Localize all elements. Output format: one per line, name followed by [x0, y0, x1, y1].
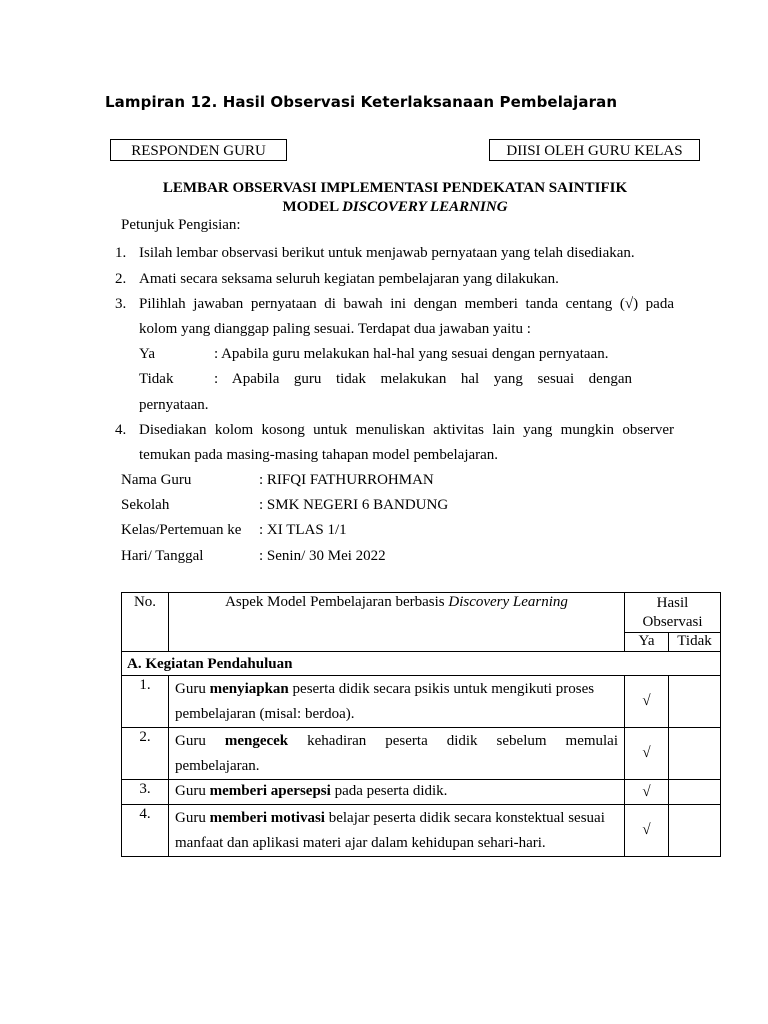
instruction-3-number: 3.	[115, 296, 127, 312]
row-3-pre: Guru	[175, 783, 210, 799]
row-4-bold: memberi motivasi	[209, 810, 325, 826]
row-1-aspect	[169, 676, 625, 728]
teacher-name-label: Nama Guru	[121, 472, 192, 488]
teacher-name-value: : RIFQI FATHURROHMAN	[259, 472, 434, 488]
row-1-tidak-check	[669, 676, 721, 728]
form-title-prefix: MODEL	[282, 199, 343, 215]
instruction-4-line1: Disediakan kolom kosong untuk menuliskan aktivitas lain yang mungkin observer	[139, 422, 674, 438]
row-3-bold: memberi apersepsi	[209, 783, 331, 799]
appendix-heading: Lampiran 12. Hasil Observasi Keterlaksanaan Pembelajaran	[105, 93, 618, 111]
row-3-line1	[175, 781, 618, 801]
row-4-pre: Guru	[175, 810, 210, 826]
col-result-header: Hasil Observasi	[625, 593, 721, 633]
row-3-post: pada peserta didik.	[330, 783, 448, 799]
option-tidak-label: Tidak	[139, 371, 174, 387]
row-4-tidak-check	[669, 805, 721, 857]
row-2-post: kehadiran peserta didik sebelum memulai	[288, 733, 619, 749]
date-label: Hari/ Tanggal	[121, 548, 204, 564]
class-label: Kelas/Pertemuan ke	[121, 522, 242, 538]
col-no-header: No.	[122, 593, 169, 652]
instruction-1-text: Isilah lembar observasi berikut untuk menjawab pernyataan yang telah disediakan.	[139, 245, 635, 261]
observation-table	[121, 592, 721, 857]
table-header-row	[122, 593, 721, 633]
table-row	[122, 805, 721, 857]
instruction-4-number: 4.	[115, 422, 127, 438]
date-value: : Senin/ 30 Mei 2022	[259, 548, 386, 564]
row-1-post: peserta didik secara psikis untuk mengikuti proses	[288, 681, 595, 697]
row-1-line2: pembelajaran (misal: berdoa).	[175, 706, 355, 722]
row-4-ya-check: √	[625, 805, 669, 857]
col-tidak-header: Tidak	[669, 633, 721, 652]
instruction-3-line1: Pilihlah jawaban pernyataan di bawah ini dengan memberi tanda centang (√) pada	[139, 296, 674, 312]
filled-by-box: DIISI OLEH GURU KELAS	[489, 139, 700, 161]
row-1-ya-check: √	[625, 676, 669, 728]
respondent-box: RESPONDEN GURU	[110, 139, 287, 161]
row-4-aspect	[169, 805, 625, 857]
row-1-line1	[175, 677, 618, 702]
instruction-2-number: 2.	[115, 271, 127, 287]
row-1-number: 1.	[122, 676, 169, 728]
row-2-tidak-check	[669, 728, 721, 780]
instruction-2-text: Amati secara seksama seluruh kegiatan pembelajaran yang dilakukan.	[139, 271, 559, 287]
instruction-4-line2: temukan pada masing-masing tahapan model pembelajaran.	[139, 447, 499, 463]
table-row	[122, 728, 721, 780]
col-aspect-prefix: Aspek Model Pembelajaran berbasis	[225, 594, 449, 610]
row-3-ya-check: √	[625, 780, 669, 805]
row-2-line1	[175, 729, 618, 754]
section-a-row	[122, 652, 721, 676]
class-value: : XI TLAS 1/1	[259, 522, 347, 538]
instructions-label: Petunjuk Pengisian:	[121, 217, 241, 233]
row-3-number: 3.	[122, 780, 169, 805]
option-ya-label: Ya	[139, 346, 155, 362]
row-4-post: belajar peserta didik secara konstektual sesuai	[324, 810, 605, 826]
instruction-1-number: 1.	[115, 245, 127, 261]
row-4-number: 4.	[122, 805, 169, 857]
option-tidak-text: : Apabila guru tidak melakukan hal yang sesuai dengan	[214, 371, 632, 387]
school-value: : SMK NEGERI 6 BANDUNG	[259, 497, 449, 513]
row-2-number: 2.	[122, 728, 169, 780]
form-title-italic: DISCOVERY LEARNING	[342, 199, 508, 215]
col-ya-header: Ya	[625, 633, 669, 652]
col-aspect-italic: Discovery Learning	[448, 594, 568, 610]
instruction-3-line2: kolom yang dianggap paling sesuai. Terdapat dua jawaban yaitu :	[139, 321, 531, 337]
table-row	[122, 780, 721, 805]
row-2-bold: mengecek	[224, 733, 289, 749]
row-2-pre: Guru	[175, 733, 225, 749]
form-title-line2	[100, 199, 690, 216]
row-3-aspect	[169, 780, 625, 805]
option-tidak-text-line2: pernyataan.	[139, 397, 209, 413]
col-aspect-header	[169, 593, 625, 652]
form-title-line1: LEMBAR OBSERVASI IMPLEMENTASI PENDEKATAN SAINTIFIK	[162, 180, 628, 196]
school-label: Sekolah	[121, 497, 170, 513]
row-4-line1	[175, 806, 618, 831]
row-4-line2: manfaat dan aplikasi materi ajar dalam kehidupan sehari-hari.	[175, 835, 546, 851]
row-2-ya-check: √	[625, 728, 669, 780]
row-1-pre: Guru	[175, 681, 210, 697]
section-a-label: A. Kegiatan Pendahuluan	[122, 652, 721, 676]
row-1-bold: menyiapkan	[209, 681, 289, 697]
row-2-line2: pembelajaran.	[175, 758, 260, 774]
table-row	[122, 676, 721, 728]
option-ya-text: : Apabila guru melakukan hal-hal yang sesuai dengan pernyataan.	[214, 346, 609, 362]
row-3-tidak-check	[669, 780, 721, 805]
row-2-aspect	[169, 728, 625, 780]
